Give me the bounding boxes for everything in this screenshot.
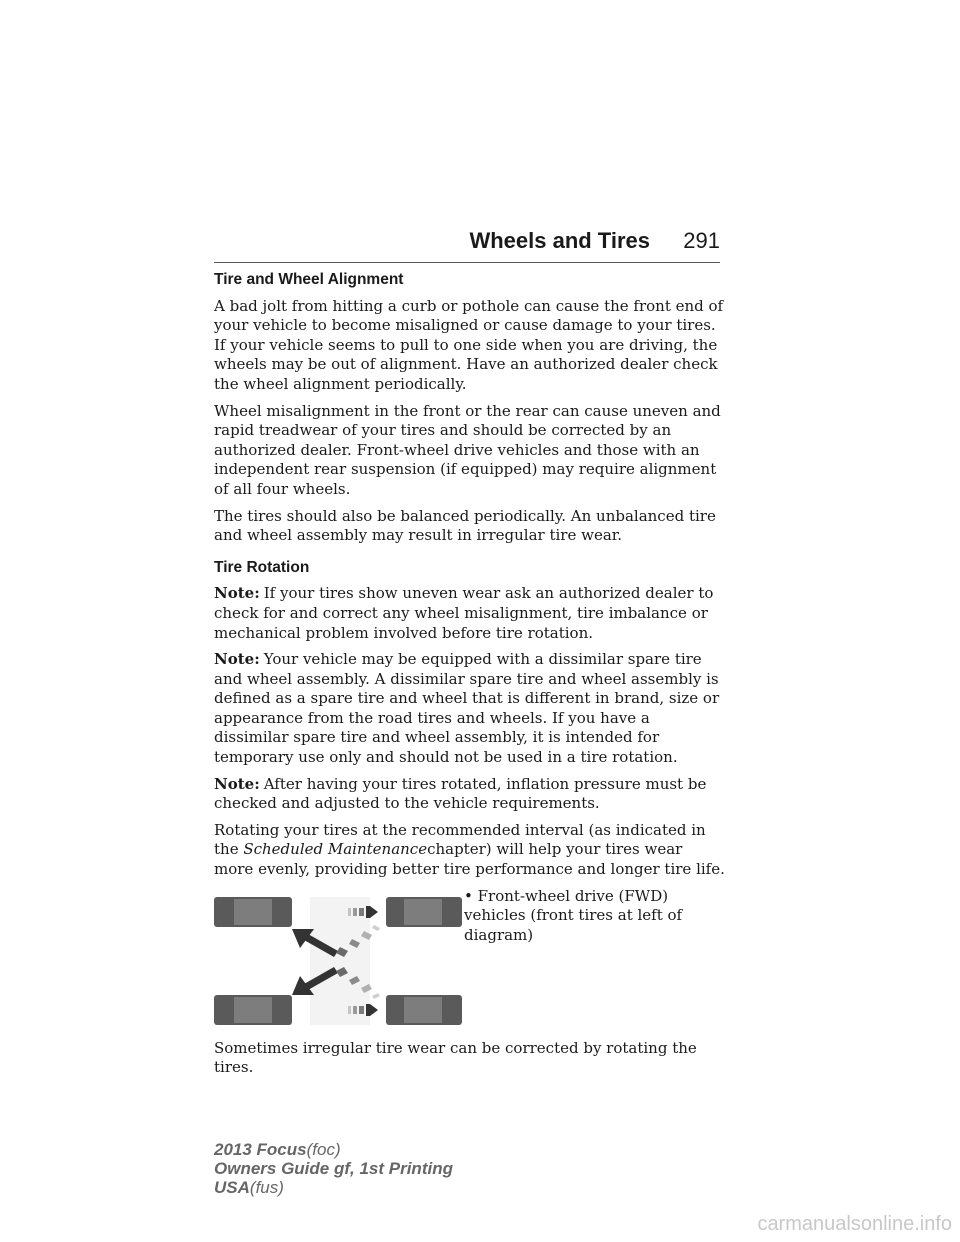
tire-rotation-diagram [214, 887, 466, 1029]
heading-alignment: Tire and Wheel Alignment [214, 271, 404, 288]
watermark: carmanualsonline.info [757, 1213, 952, 1235]
link-scheduled-maintenance: Scheduled Maintenance [243, 840, 428, 859]
paragraph-alignment-1: A bad jolt from hitting a curb or pothole can cause the front end of your vehicle to become misaligned or cause damage to your tires. If your vehicle seems to pull to one side when you are driving, the wheels may be out of alignment. Have an authorized dealer check the wheel alignment periodically. [214, 296, 724, 393]
note-1 [214, 584, 726, 643]
tire-rear-left [386, 897, 462, 927]
paragraph-closing: Sometimes irregular tire wear can be corrected by rotating the tires. [214, 1038, 697, 1077]
footer-line-3: USA(fus) [214, 1178, 284, 1197]
diagram-shade [310, 897, 370, 1025]
bullet-icon: • [464, 886, 473, 905]
paragraph-rotating: Rotating your tires at the recommended interval (as indicated in the Scheduled Maintenancechapter) will help your tires wear more evenly, providing better tire performance and longer tire life. [214, 820, 725, 879]
bullet-item-fwd [464, 887, 704, 946]
note-1-text: If your tires show uneven wear ask an authorized dealer to check for and correct any wheel misalignment, tire imbalance or mechanical problem involved before tire rotation. [214, 584, 714, 642]
page-number: 291 [683, 228, 720, 253]
note-label: Note: [214, 584, 260, 603]
footer-line-1: 2013 Focus(foc) [214, 1140, 341, 1159]
page-content [214, 270, 726, 1085]
tire-rear-right [386, 995, 462, 1025]
note-label: Note: [214, 774, 260, 793]
note-3 [214, 775, 726, 814]
note-3-text: After having your tires rotated, inflation pressure must be checked and adjusted to the vehicle requirements. [214, 774, 707, 813]
paragraph-alignment-2: Wheel misalignment in the front or the rear can cause uneven and rapid treadwear of your tires and should be corrected by an authorized dealer. Front-wheel drive vehicles and those with an independent rear suspension (if equipped) may require alignment of all four wheels. [214, 401, 721, 498]
page-footer [214, 1140, 453, 1197]
heading-rotation: Tire Rotation [214, 558, 310, 576]
note-2 [214, 650, 726, 768]
tire-front-right [214, 995, 292, 1025]
note-2-text: Your vehicle may be equipped with a dissimilar spare tire and wheel assembly. A dissimilar spare tire and wheel assembly is defined as a spare tire and wheel that is different in brand, size or appearance from the road tires and wheels. If you have a dissimilar spare tire and wheel assembly, it is intended for temporary use only and should not be used in a tire rotation. [214, 650, 720, 767]
page-header [214, 228, 720, 263]
paragraph-balancing: The tires should also be balanced periodically. An unbalanced tire and wheel assembly may result in irregular tire wear. [214, 506, 716, 545]
note-label: Note: [214, 650, 260, 669]
rotation-diagram-row [214, 887, 726, 1029]
chapter-title: Wheels and Tires [469, 228, 650, 253]
bullet-text: Front-wheel drive (FWD) vehicles (front tires at left of diagram) [464, 886, 683, 944]
tire-front-left [214, 897, 292, 927]
footer-line-2: Owners Guide gf, 1st Printing [214, 1159, 453, 1178]
